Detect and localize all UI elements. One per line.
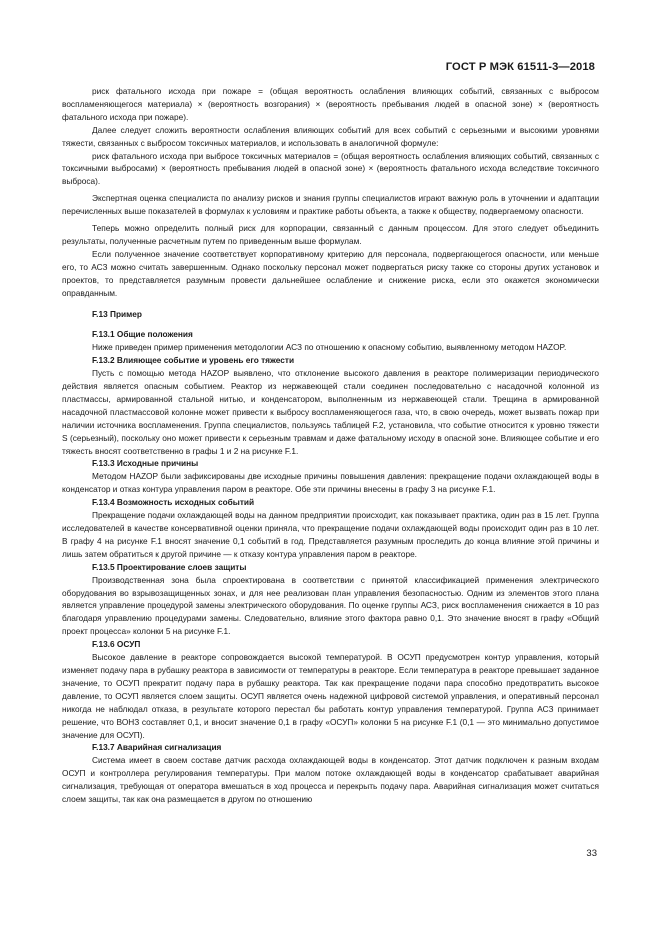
document-body <box>62 85 599 806</box>
body-paragraph: Если полученное значение соответствует корпоративному критерию для персонала, подвергающегося опасности, или меньше его, то АСЗ можно считать завершенным. Однако поскольку персонал может подвергаться риску также со стороны других установок и проектов, то представляется разумным провести дальнейшее ослабление и снижение риска, если это окажется экономически оправданным. <box>62 248 599 298</box>
body-paragraph: Ниже приведен пример применения методологии АСЗ по отношению к опасному событию, выявленному методом HAZOP. <box>92 342 567 353</box>
body-paragraph: Экспертная оценка специалиста по анализу рисков и знания группы специалистов играют важную роль в уточнении и адаптации перечисленных выше показателей в формулах к условиям и практике работы объекта, а также к обществу, подвергаемому опасности. <box>62 193 599 217</box>
body-paragraph: Далее следует сложить вероятности ослабления влияющих событий для всех событий с серьезными и высокими уровнями тяжести, связанных с выбросом токсичных материалов, и использовать в аналогичной формуле: <box>62 124 599 148</box>
body-paragraph: Пусть с помощью метода HAZOP выявлено, что отклонение высокого давления в реакторе полимеризации периодического действия является опасным событием. Реактор из нержавеющей стали соединен последовательно с насадочной колонной из пластмассы, армированной стальной нитью, и конденсатором, выполненным из нержавеющей стали. Трещина в армированной насадочной пластмассовой колонне может привести к выбросу воспламеняющегося газа, что, в свою очередь, может вызвать пожар при наличии источника воспламенения. Группа специалистов, пользуясь таблицей F.2, установила, что событие относится к уровню тяжести S (серьезный), поскольку оно может привести к серьезным травмам и даже фатальному исходу в опасной зоне. Влияющее событие и его тяжесть вносят соответственно в графы 1 и 2 на рисунке F.1. <box>62 368 599 456</box>
page-number: 33 <box>586 848 597 859</box>
body-paragraph: Теперь можно определить полный риск для корпорации, связанный с данным процессом. Для этого следует объединить результаты, полученные расчетным путем по приведенным выше формулам. <box>62 223 599 246</box>
body-paragraph: Прекращение подачи охлаждающей воды на данном предприятии происходит, как показывает практика, один раз в 15 лет. Группа исследователей в качестве консервативной оценки приняла, что прекращение подачи охлаждающей воды происходит один раз в 10 лет. В графу 4 на рисунке F.1 вносят значение 0,1 событий в год. Представляется разумным проследить до конца влияние этой причины и лишь затем обратиться к другой причине — к отказу контура управления паром в реакторе. <box>62 510 599 559</box>
body-paragraph: Система имеет в своем составе датчик расхода охлаждающей воды в конденсатор. Этот датчик подключен к разным входам ОСУП и контроллера регулирования температуры. При малом потоке охлаждающей воды в конденсатор срабатывает аварийная сигнализация, требующая от оператора вмешаться в ход процесса и перекрыть подачу пара. Аварийная сигнализация может считаться слоем защиты, так как она размещается в другом по отношению <box>62 755 599 805</box>
section-heading-f13-2: F.13.2 Влияющее событие и уровень его тяжести <box>92 355 295 366</box>
body-paragraph: Высокое давление в реакторе сопровождается высокой температурой. В ОСУП предусмотрен контур управления, который изменяет подачу пара в рубашку реактора в зависимости от температуры в реакторе. Если температура в реакторе превышает заданное значение, то ОСУП прекратит подачу пара в рубашку реактора. Так как прекращение подачи пара способно предотвратить высокое давление, то ОСУП является слоем защиты. ОСУП является очень надежной цифровой системой управления, и оперативный персонал никогда не наблюдал отказа, в результате которого перестал бы работать контур управления температурой. Группа АСЗ принимает решение, что ВОНЗ составляет 0,1, и вносит значение 0,1 в графу «ОСУП» колонки 5 на рисунке F.1 (0,1 — это минимально допустимое значение для ОСУП). <box>62 652 599 740</box>
formula-fire-risk: риск фатального исхода при пожаре = (общая вероятность ослабления влияющих событий, связанных с выбросом воспламеняющегося материала) × (вероятность возгорания) × (вероятность пребывания людей в опасной зоне) × (вероятность фатального исхода при пожаре). <box>62 86 599 122</box>
section-heading-f13-6: F.13.6 ОСУП <box>92 639 141 650</box>
section-heading-f13-7: F.13.7 Аварийная сигнализация <box>92 742 222 753</box>
section-heading-f13-5: F.13.5 Проектирование слоев защиты <box>92 561 247 572</box>
formula-toxic-risk: риск фатального исхода при выбросе токсичных материалов = (общая вероятность ослабления влияющих событий, связанных с токсичными выбросами) × (вероятность пребывания людей в опасной зоне) × (вероятность фатального исхода вследствие токсичного выброса). <box>62 150 599 187</box>
section-heading-f13-1: F.13.1 Общие положения <box>92 329 193 340</box>
section-heading-f13-3: F.13.3 Исходные причины <box>92 458 199 469</box>
section-heading-f13-4: F.13.4 Возможность исходных событий <box>92 497 255 508</box>
body-paragraph: Методом HAZOP были зафиксированы две исходные причины повышения давления: прекращение подачи охлаждающей воды в конденсатор и отказ контура управления паром в реакторе. Обе эти причины внесены в графу 3 на рисунке F.1. <box>62 471 599 495</box>
body-paragraph: Производственная зона была спроектирована в соответствии с принятой классификацией применения электрического оборудования во взрывозащищенных зонах, и для нее реализован план управления безопасностью. Одним из элементов этого плана является управление процедурой замены электрического оборудования. По оценке группы АСЗ, риск воспламенения снижается в 10 раз благодаря управлению процедурами замены. Следовательно, влияние этого фактора равно 0,1. Это значение вносят в графу «Общий проект процесса» колонки 5 на рисунке F.1. <box>62 574 599 637</box>
standard-header: ГОСТ Р МЭК 61511-3—2018 <box>445 61 595 73</box>
section-heading-f13: F.13 Пример <box>92 308 142 319</box>
